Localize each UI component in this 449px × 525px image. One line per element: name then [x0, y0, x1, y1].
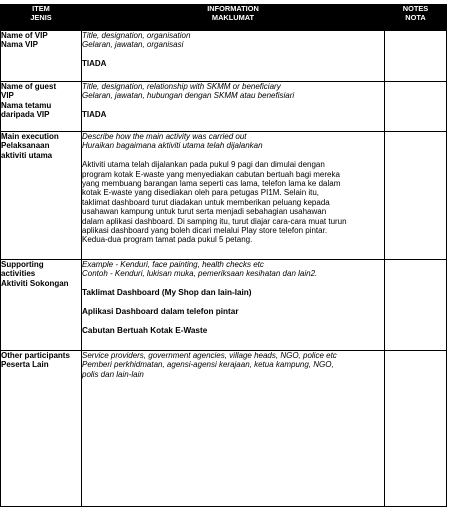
hint-other-en: Service providers, government agencies, village heads, NGO, police etc [82, 351, 337, 360]
row-label-other-participants [1, 351, 82, 507]
support-item-3: Cabutan Bertuah Kotak E-Waste [82, 325, 208, 335]
label-guest-4: daripada VIP [1, 110, 50, 120]
label-vip-en: Name of VIP [1, 31, 48, 40]
hint-main-en: Describe how the main activity was carried out [82, 132, 247, 141]
value-guest: TIADA [82, 110, 107, 120]
row-label-guest-vip [1, 82, 82, 132]
header-notes-ms: NOTA [405, 12, 426, 22]
label-main-2: Pelaksanaan [1, 141, 50, 151]
main-activity-description: Aktiviti utama telah dijalankan pada pukul 9 pagi dan dimulai dengan program kotak E-waste yang menyediakan cabutan bertuah bagi mereka yang membuang barangan lama seperti cas lama, telefon lama ke dalam kotak E-waste yang disediakan oleh para petugas PI1M. Selain itu, taklimat dashboard turut diadakan untuk memberikan peluang kepada usahawan kampung untuk turut serta menjadi sebahagian usahawan dalam aplikasi dashboard. Di samping itu, turut diajar cara-cara muat turun aplikasi dashboard yang boleh dicari melalui Play store telefon pintar. Kedua-dua program tamat pada pukul 5 petang. [82, 160, 347, 245]
table-header-row [1, 5, 447, 31]
activity-report-table [0, 4, 447, 507]
label-other-1: Other participants [1, 351, 70, 360]
table-row-vip [1, 31, 447, 82]
support-item-1: Taklimat Dashboard (My Shop dan lain-lain) [82, 288, 252, 298]
hint-guest-en: Title, designation, relationship with SKMM or beneficiary [82, 82, 281, 91]
row-info-vip[interactable] [82, 31, 385, 82]
header-information [82, 5, 385, 31]
label-support-1: Supporting [1, 260, 44, 269]
header-item-ms: JENIS [30, 12, 52, 22]
header-notes [385, 5, 447, 31]
hint-other-ms-2: polis dan lain-lain [82, 369, 144, 379]
value-vip: TIADA [82, 59, 107, 69]
hint-vip-en: Title, designation, organisation [82, 31, 191, 40]
label-main-1: Main execution [1, 132, 59, 141]
row-info-main-execution[interactable] [82, 132, 385, 260]
row-notes-other-participants[interactable] [385, 351, 447, 507]
table-row-guest-vip [1, 82, 447, 132]
table-row-supporting-activities [1, 260, 447, 351]
row-label-supporting-activities [1, 260, 82, 351]
row-notes-vip[interactable] [385, 31, 447, 82]
header-info-ms: MAKLUMAT [211, 12, 255, 22]
label-main-3: aktiviti utama [1, 150, 53, 160]
header-item-en: ITEM [32, 4, 50, 13]
row-info-supporting-activities[interactable] [82, 260, 385, 351]
row-notes-main-execution[interactable] [385, 132, 447, 260]
row-label-vip [1, 31, 82, 82]
support-item-2: Aplikasi Dashboard dalam telefon pintar [82, 307, 239, 316]
row-notes-guest-vip[interactable] [385, 82, 447, 132]
hint-other-ms-1: Pemberi perkhidmatan, agensi-agensi kerajaan, ketua kampung, NGO, [82, 360, 334, 370]
header-info-en: INFORMATION [207, 4, 259, 13]
hint-guest-ms: Gelaran, jawatan, hubungan dengan SKMM atau benefisiari [82, 91, 295, 101]
row-label-main-execution [1, 132, 82, 260]
label-guest-2: VIP [1, 91, 14, 101]
header-notes-en: NOTES [402, 4, 429, 13]
label-guest-3: Nama tetamu [1, 100, 52, 110]
row-notes-supporting-activities[interactable] [385, 260, 447, 351]
row-info-guest-vip[interactable] [82, 82, 385, 132]
label-vip-ms: Nama VIP [1, 40, 38, 50]
hint-vip-ms: Gelaran, jawatan, organisasi [82, 40, 184, 50]
hint-support-ms: Contoh - Kenduri, lukisan muka, pemeriksaan kesihatan dan lain2. [82, 269, 318, 279]
hint-main-ms: Huraikan bagaimana aktiviti utama telah dijalankan [82, 141, 263, 151]
table-row-main-execution [1, 132, 447, 260]
header-item [1, 5, 82, 31]
table-row-other-participants [1, 351, 447, 507]
label-other-2: Peserta Lain [1, 360, 49, 370]
label-guest-1: Name of guest [1, 82, 57, 91]
label-support-3: Aktiviti Sokongan [1, 278, 69, 288]
row-info-other-participants[interactable] [82, 351, 385, 507]
label-support-2: activities [1, 269, 36, 279]
hint-support-en: Example - Kenduri, face painting, health checks etc [82, 260, 264, 269]
